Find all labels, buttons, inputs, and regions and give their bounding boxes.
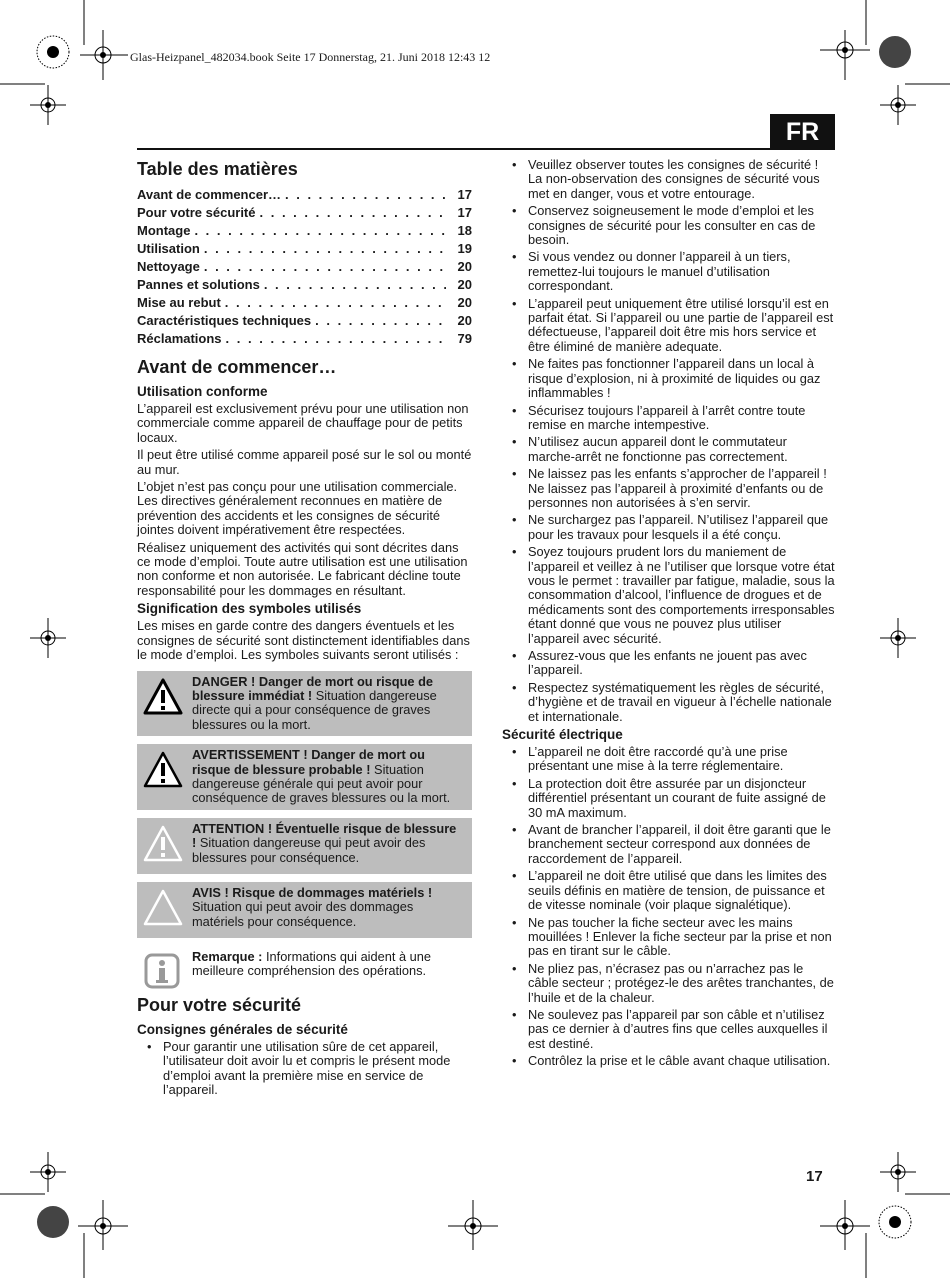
danger-icon xyxy=(143,677,183,717)
notice-icon xyxy=(143,888,183,928)
paragraph: Réalisez uniquement des activités qui sont décrites dans ce mode d’emploi. Toute autre utilisation est une utilisation non conforme et non autorisée. Le fabricant décline toute responsabilité pour les dommages en résultant. xyxy=(137,539,468,598)
list-item: • L’appareil ne doit être utilisé que dans les limites des seuils définis en matière de tension, de puissance et de vitesse nominale (voir plaque signalétique). xyxy=(502,869,835,912)
list-item: • L’appareil peut uniquement être utilisé lorsqu’il est en parfait état. Si l’appareil ou une partie de l’appareil est défectueuse, l’appareil doit être mis hors service et être éliminé de manière adequate. xyxy=(502,297,835,355)
subheading-utilisation: Utilisation conforme xyxy=(137,384,268,399)
paragraph: L’appareil est exclusivement prévu pour une utilisation non commerciale comme appareil de chauffage pour de petits locaux. xyxy=(137,401,469,445)
danger-box: DANGER ! Danger de mort ou risque de blessure immédiat ! Situation dangereuse directe qui a pour conséquence de graves blessures ou la mort. xyxy=(137,671,472,737)
list-item: • Soyez toujours prudent lors du maniement de l’appareil et veillez à ne l’utiliser que lorsque votre état vous le permet : travailler par fatigue, maladie, sous la consommation d’alcool, l’influence de drogues et de médicaments sont des comportements irresponsables étant donné que vous ne pouvez plus utiliser l’appareil avec sécurité. xyxy=(502,545,835,646)
caution-icon xyxy=(143,824,183,864)
toc-entry[interactable]: Caractéristiques techniques . . . 20 xyxy=(137,312,472,330)
section-title-avant: Avant de commencer… xyxy=(137,357,337,377)
list-item: • Sécurisez toujours l’appareil à l’arrêt contre toute remise en marche intempestive. xyxy=(502,404,835,433)
safety-list-left xyxy=(137,1040,472,1098)
section-title-securite: Pour votre sécurité xyxy=(137,994,302,1015)
paragraph: Il peut être utilisé comme appareil posé sur le sol ou monté au mur. xyxy=(137,447,472,477)
list-item: • Respectez systématiquement les règles de sécurité, d’hygiène et de travail en vigueur à l’échelle nationale et internationale. xyxy=(502,681,835,724)
list-item: • Ne surchargez pas l’appareil. N’utilisez l’appareil que pour les travaux pour lesquels il a été conçu. xyxy=(502,513,835,542)
toc-entry[interactable]: Nettoyage . . . 20 xyxy=(137,258,472,276)
toc-list xyxy=(137,186,472,348)
page-number: 17 xyxy=(806,1168,823,1185)
print-slug: Glas-Heizpanel_482034.book Seite 17 Donnerstag, 21. Juni 2018 12:43 12 xyxy=(130,50,491,64)
caution-box: ATTENTION ! Éventuelle risque de blessure ! Situation dangereuse qui peut avoir des blessures pour conséquence. xyxy=(137,818,472,874)
right-column xyxy=(502,158,835,1072)
subheading-electrique: Sécurité électrique xyxy=(502,727,623,743)
list-item: • Ne soulevez pas l’appareil par son câble et n’utilisez pas ce dernier à d’autres fins que celles auxquelles il est destiné. xyxy=(502,1008,835,1051)
subheading-symboles: Signification des symboles utilisés xyxy=(137,601,362,617)
list-item: • N’utilisez aucun appareil dont le commutateur marche-arrêt ne fonctionne pas correctement. xyxy=(502,435,835,464)
list-item: • Ne laissez pas les enfants s’approcher de l’appareil ! Ne laissez pas l’appareil à proximité d’enfants ou de personnes non autorisées à s’en servir. xyxy=(502,467,835,510)
toc-entry[interactable]: Avant de commencer… . . . 17 xyxy=(137,186,472,204)
toc-entry[interactable]: Réclamations . . . 79 xyxy=(137,330,472,348)
paragraph: L’objet n’est pas conçu pour une utilisation commerciale. Les directives généralement reconnues en matière de prévention des accidents et les consignes de sécurité jointes doivent impérativement être respectées. xyxy=(137,479,458,538)
list-item: • Ne faites pas fonctionner l’appareil dans un local à risque d’explosion, ni à proximité de liquides ou gaz inflammables ! xyxy=(502,357,835,400)
safety-list-right xyxy=(502,158,835,724)
warning-box: AVERTISSEMENT ! Danger de mort ou risque de blessure probable ! Situation dangereuse générale qui peut avoir pour conséquence de graves blessures ou la mort. xyxy=(137,744,472,810)
list-item: • Avant de brancher l’appareil, il doit être garanti que le branchement secteur correspond aux données de raccordement de l’appareil. xyxy=(502,823,835,866)
list-item: • L’appareil ne doit être raccordé qu’à une prise présentant une mise à la terre réglementaire. xyxy=(502,745,835,774)
list-item: • Pour garantir une utilisation sûre de cet appareil, l’utilisateur doit avoir lu et compris le présent mode d’emploi avant la première mise en service de l’appareil. xyxy=(137,1040,472,1098)
left-column xyxy=(137,158,472,1100)
list-item: • Conservez soigneusement le mode d’emploi et les consignes de sécurité pour les consulter en cas de besoin. xyxy=(502,204,835,247)
info-icon xyxy=(143,952,183,992)
list-item: • Si vous vendez ou donner l’appareil à un tiers, remettez-lui toujours le manuel d’utilisation correspondant. xyxy=(502,250,835,293)
list-item: • Veuillez observer toutes les consignes de sécurité ! La non-observation des consignes de sécurité vous met en danger, vous et votre entourage. xyxy=(502,158,835,201)
toc-entry[interactable]: Pannes et solutions . . . 20 xyxy=(137,276,472,294)
electrical-list xyxy=(502,745,835,1069)
toc-entry[interactable]: Utilisation . . . 19 xyxy=(137,240,472,258)
list-item: • Ne pas toucher la fiche secteur avec les mains mouillées ! Enlever la fiche secteur par la prise et non pas en tirant sur le câble. xyxy=(502,916,835,959)
list-item: • Assurez-vous que les enfants ne jouent pas avec l’appareil. xyxy=(502,649,835,678)
toc-entry[interactable]: Montage . . . 18 xyxy=(137,222,472,240)
subheading-consignes: Consignes générales de sécurité xyxy=(137,1021,348,1037)
list-item: • La protection doit être assurée par un disjoncteur différentiel présentant un courant de fuite assigné de 30 mA maximum. xyxy=(502,777,835,820)
notice-box: AVIS ! Risque de dommages matériels ! Situation qui peut avoir des dommages matériels pour conséquence. xyxy=(137,882,472,938)
language-tab: FR xyxy=(770,114,835,150)
list-item: • Contrôlez la prise et le câble avant chaque utilisation. xyxy=(502,1054,835,1068)
list-item: • Ne pliez pas, n’écrasez pas ou n’arrachez pas le câble secteur ; protégez-le des arêtes tranchantes, de l’huile et de la chaleur. xyxy=(502,962,835,1005)
warning-icon xyxy=(143,750,183,790)
remark-box: Remarque : Informations qui aident à une meilleure compréhension des opérations. xyxy=(137,946,472,990)
header-rule xyxy=(137,148,835,150)
toc-title: Table des matières xyxy=(137,159,298,179)
toc-entry[interactable]: Pour votre sécurité . . . 17 xyxy=(137,204,472,222)
paragraph: Les mises en garde contre des dangers éventuels et les consignes de sécurité sont distinctement identifiables dans le mode d’emploi. Les symboles suivants seront utilisés : xyxy=(137,618,470,663)
toc-entry[interactable]: Mise au rebut . . . 20 xyxy=(137,294,472,312)
